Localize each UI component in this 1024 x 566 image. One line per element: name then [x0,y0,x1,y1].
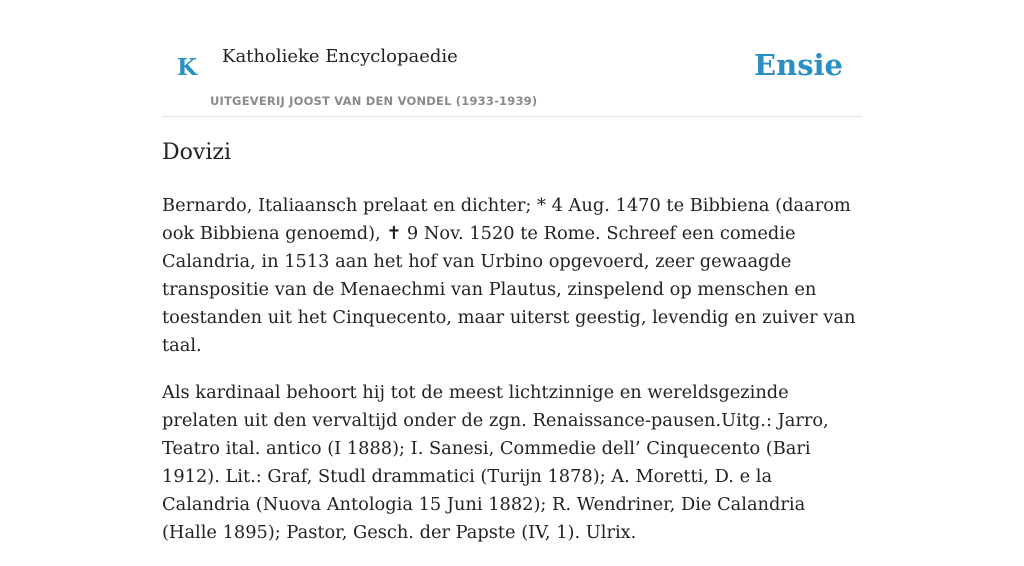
article-paragraph: Bernardo, Italiaansch prelaat en dichter; * 4 Aug. 1470 te Bibbiena (daarom ook Bibbiena genoemd), ✝ 9 Nov. 1520 te Rome. Schreef een comedie Calandria, in 1513 aan het hof van Urbino opgevoerd, zeer gewaagde transpositie van de Menaechmi van Plautus, zinspelend op menschen en toestanden uit het Cinquecento, maar uiterst geestig, levendig en zuiver van taal. [162,195,856,356]
encyclopedia-title[interactable]: Katholieke Encyclopaedie [222,46,458,67]
brand-logo[interactable]: Ensie [754,48,843,82]
publisher-label: UITGEVERIJ JOOST VAN DEN VONDEL (1933-1939) [210,94,538,108]
encyclopedia-logo[interactable]: K [177,54,197,81]
article-body [162,192,862,566]
article-title: Dovizi [162,140,231,165]
article-paragraph: Als kardinaal behoort hij tot de meest lichtzinnige en wereldsgezinde prelaten uit den vervaltijd onder de zgn. Renaissance-pausen.Uitg.: Jarro, Teatro ital. antico (I 1888); I. Sanesi, Commedie dell’ Cinquecento (Bari 1912). Lit.: Graf, Studl drammatici (Turijn 1878); A. Moretti, D. e la Calandria (Nuova Antologia 15 Juni 1882); R. Wendriner, Die Calandria (Halle 1895); Pastor, Gesch. der Papste (IV, 1). Ulrix. [162,382,829,543]
site-header [162,0,862,117]
